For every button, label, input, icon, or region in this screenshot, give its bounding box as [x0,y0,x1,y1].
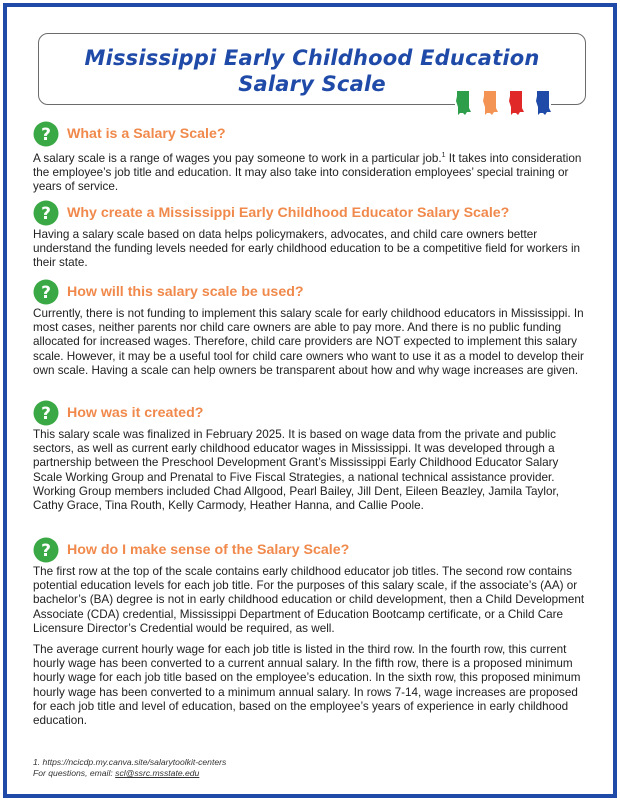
mississippi-state-icons [455,89,551,115]
footnotes [33,757,593,779]
section-paragraph: The average current hourly wage for each job title is listed in the third row. In the fourth row, this current hourly wage has been converted to a current annual salary. In the fifth row, there is a proposed minimum hourly wage for each job title based on the employee’s education. In the sixth row, this proposed minimum hourly wage has been converted to a minimum annual salary. In rows 7-14, wage increases are proposed for each job title and level of education, based on the employee’s years of experience in early childhood education. [33,643,581,728]
paragraph-text: A salary scale is a range of wages you pay someone to work in a particular job. [33,151,442,165]
page-title-line-1: Mississippi Early Childhood Education [84,46,540,70]
question-mark-icon [33,279,59,305]
mississippi-state-icon-red [508,91,524,115]
section-heading: How do I make sense of the Salary Scale? [67,542,350,558]
page-title-line-2: Salary Scale [238,72,386,96]
question-mark-icon [33,537,59,563]
contact-email-link[interactable]: scl@ssrc.msstate.edu [115,768,200,778]
svg-text:?: ? [41,204,51,224]
section-heading: How was it created? [67,405,204,421]
section-paragraph: This salary scale was finalized in February 2025. It is based on wage data from the private and public sectors, as well as current early childhood educator wages in Mississippi. It was developed through a partnership between the Preschool Development Grant’s Mississippi Early Childhood Educator Salary Scale Working Group and Prenatal to Five Fiscal Strategies, a national technical assistance provider. Working Group members included Chad Allgood, Pearl Bailey, Jill Dent, Eileen Beazley, Jamila Taylor, Cathy Grace, Tina Routh, Kelly Carmody, Heather Hanna, and Callie Poole. [33,428,559,513]
svg-text:?: ? [41,125,51,145]
section-how-used [33,279,589,378]
section-heading-row [33,400,589,426]
section-how-make-sense [33,537,589,728]
svg-text:?: ? [41,541,51,561]
question-mark-icon [33,400,59,426]
section-heading: How will this salary scale be used? [67,284,304,300]
section-paragraph: Having a salary scale based on data helps policymakers, advocates, and child care owners better understand the funding levels needed for early childhood education to be a competitive field for workers in their state. [33,228,581,270]
section-heading-row [33,279,589,305]
mississippi-state-icon-orange [482,91,498,115]
contact-prefix: For questions, email: [33,768,116,778]
section-paragraph: Currently, there is not funding to implement this salary scale for early childhood educators in Mississippi. In most cases, neither parents nor child care owners are able to pay more. And there is no public funding allocated for increased wages. Therefore, child care providers are NOT expected to implement this salary scale. However, it may be a useful tool for child care owners who want to use it as a model to develop their own scale. Having a scale can help owners be transparent about how and why wage increases are given. [33,307,584,377]
paragraph-text-continued: It takes into consideration the employee’s job title and education. It may also take into consideration employees’ special training or years of service. [33,151,582,194]
question-mark-icon [33,121,59,147]
section-heading-row [33,537,589,563]
mississippi-state-icon-blue [535,91,551,115]
question-mark-icon [33,200,59,226]
section-why-create [33,200,589,271]
section-heading: What is a Salary Scale? [67,126,226,142]
section-paragraph: The first row at the top of the scale contains early childhood educator job titles. The second row contains potential education levels for each job title. For the purposes of this salary scale, if the associate’s (AA) or bachelor’s (BA) degree is not in early childhood education or child development, then a Child Development Associate (CDA) credential, Mississippi Department of Education Bootcamp certificate, or a Child Care Licensure Director’s Credential would be required, as well. [33,565,585,635]
section-heading-row [33,200,589,226]
footnote-marker: 1 [441,152,446,159]
section-heading: Why create a Mississippi Early Childhood Educator Salary Scale? [67,205,510,221]
mississippi-state-icon-green [455,91,471,115]
contact-line [33,768,593,779]
svg-text:?: ? [41,283,51,303]
section-heading-row [33,121,589,147]
section-what-is-salary-scale [33,121,589,195]
footnote-source-url[interactable]: 1. https://ncicdp.my.canva.site/salarytoolkit-centers [33,757,227,767]
section-how-created [33,400,589,513]
section-paragraph [33,149,589,195]
svg-text:?: ? [41,404,51,424]
